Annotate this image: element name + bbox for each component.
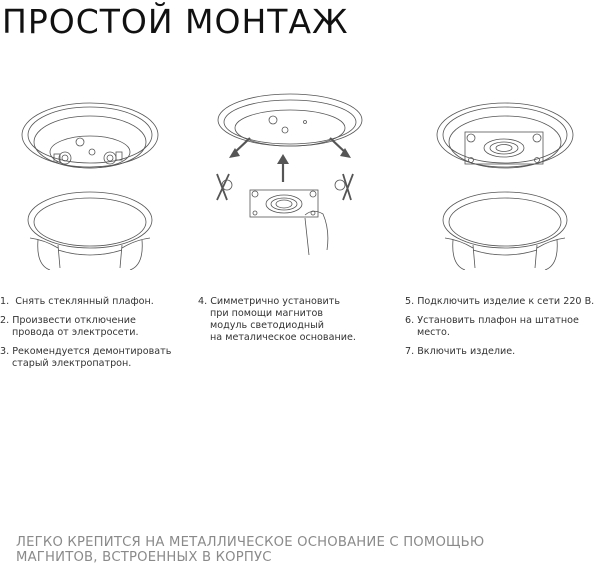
step-text: модуль светодиодный xyxy=(210,320,324,331)
crossed-socket-icon xyxy=(217,174,232,200)
step-number: 1. xyxy=(0,296,10,307)
illustration-install-module xyxy=(205,90,375,260)
step-number: 7. xyxy=(405,346,415,357)
steps-column-1 xyxy=(0,296,171,377)
step-text: Произвести отключение xyxy=(12,315,136,326)
arrow-icon xyxy=(229,138,351,182)
step-number: 2. xyxy=(0,315,10,326)
step-text: провода от электросети. xyxy=(12,327,139,338)
step-4 xyxy=(198,296,356,344)
step-text: при помощи магнитов xyxy=(210,308,323,319)
step-7 xyxy=(405,346,594,358)
steps-column-3 xyxy=(405,296,594,365)
step-text: старый электропатрон. xyxy=(12,358,132,369)
step-3 xyxy=(0,346,171,370)
step-number: 4. xyxy=(198,296,208,307)
step-number: 6. xyxy=(405,315,415,326)
footer-caption xyxy=(16,535,484,565)
step-2 xyxy=(0,315,171,339)
step-5 xyxy=(405,296,594,308)
footer-line-1: ЛЕГКО КРЕПИТСЯ НА МЕТАЛЛИЧЕСКОЕ ОСНОВАНИЕ С ПОМОЩЬЮ xyxy=(16,535,485,550)
footer-line-2: МАГНИТОВ, ВСТРОЕННЫХ В КОРПУС xyxy=(16,550,272,565)
illustration-reattach-shade xyxy=(425,90,585,270)
step-number: 5. xyxy=(405,296,415,307)
step-number: 3. xyxy=(0,346,10,357)
step-text: Рекомендуется демонтировать xyxy=(12,346,172,357)
page-title: ПРОСТОЙ МОНТАЖ xyxy=(2,2,349,41)
step-text: Установить плафон на штатное xyxy=(417,315,579,326)
step-1 xyxy=(0,296,171,308)
crossed-socket-icon xyxy=(335,174,353,200)
step-text: место. xyxy=(417,327,450,338)
step-text: Включить изделие. xyxy=(417,346,516,357)
step-text: Симметрично установить xyxy=(210,296,340,307)
led-module-icon xyxy=(465,132,543,164)
step-text: на металическое основание. xyxy=(210,332,356,343)
step-text: Подключить изделие к сети 220 В. xyxy=(417,296,595,307)
step-text: Снять стеклянный плафон. xyxy=(15,296,154,307)
step-6 xyxy=(405,315,594,339)
socket-icon xyxy=(54,152,71,164)
steps-column-2 xyxy=(198,296,356,351)
illustration-remove-shade xyxy=(10,90,170,270)
